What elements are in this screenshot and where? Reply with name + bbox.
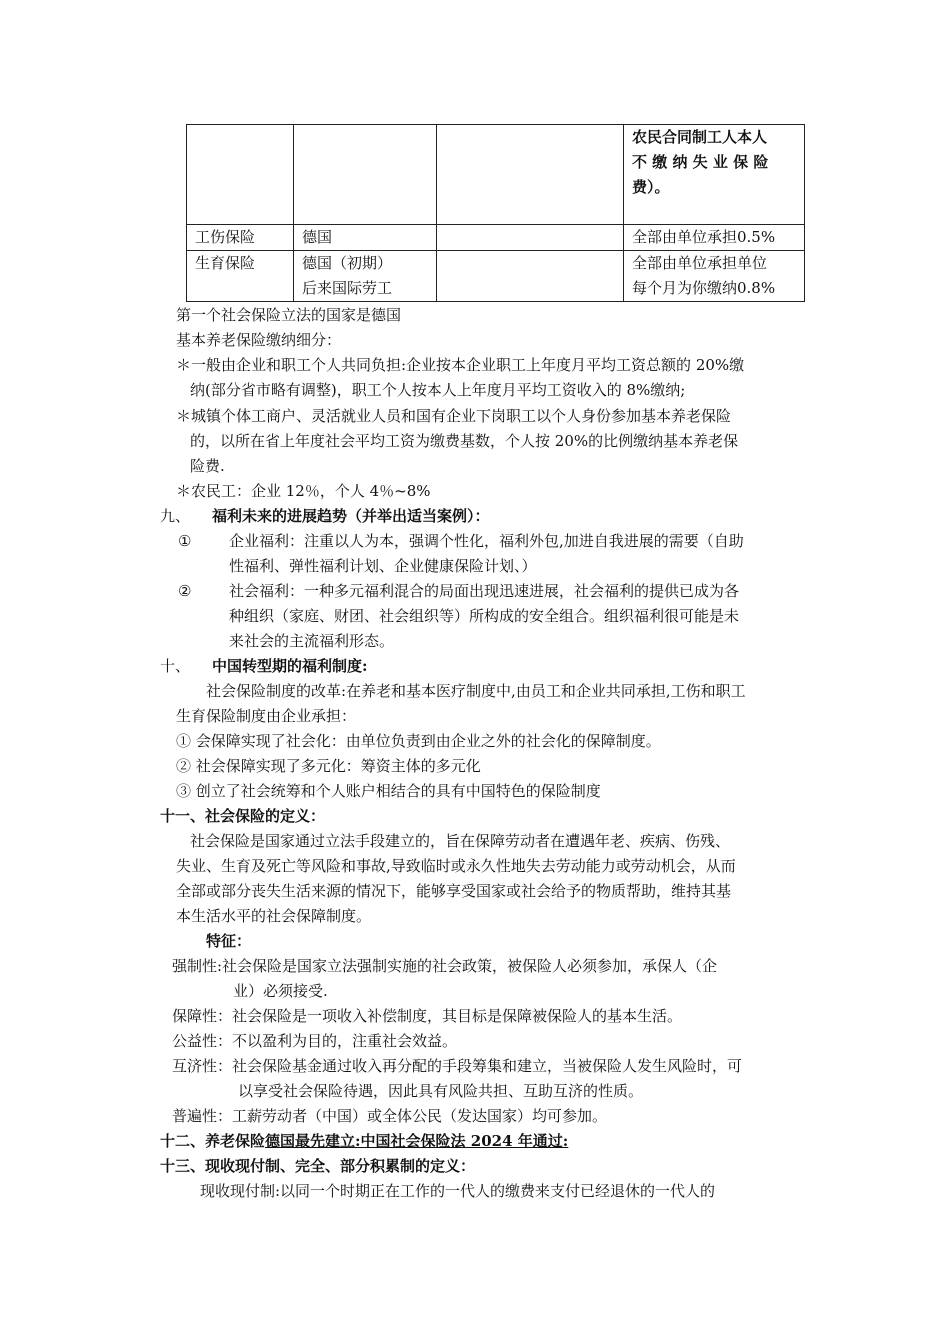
paragraph-line: 本生活水平的社会保障制度。: [176, 907, 372, 925]
feature-line: 公益性：不以盈利为目的，注重社会效益。: [172, 1032, 458, 1050]
table-cell: 德国: [294, 225, 437, 251]
paragraph-line: ＊城镇个体工商户、灵活就业人员和国有企业下岗职工以个人身份参加基本养老保险: [176, 407, 732, 425]
section-title: 十二、养老保险德国最先建立:中国社会保险法 2024 年通过:: [160, 1132, 569, 1150]
table-cell: [294, 125, 437, 225]
feature-line: 保障性：社会保险是一项收入补偿制度，其目标是保障被保险人的基本生活。: [172, 1007, 683, 1025]
subheading: 特征：: [206, 932, 252, 950]
table-cell: [437, 225, 624, 251]
paragraph-line: 现收现付制:以同一个时期正在工作的一代人的缴费来支付已经退休的一代人的: [200, 1182, 716, 1200]
list-item: ① 会保障实现了社会化：由单位负责到由企业之外的社会化的保障制度。: [176, 732, 661, 750]
underlined-text: 德国最先建立:中国社会保险法 2024 年通过:: [265, 1132, 569, 1150]
feature-line: 业）必须接受.: [233, 982, 328, 1000]
list-item: 来社会的主流福利形态。: [229, 632, 395, 650]
list-item: 社会福利：一种多元福利混合的局面出现迅速进展，社会福利的提供已成为各: [229, 582, 740, 600]
cell-text: 农民合同制工人本人 不 缴 纳 失 业 保 险 费）。: [632, 128, 769, 196]
feature-line: 互济性：社会保险基金通过收入再分配的手段筹集和建立，当被保险人发生风险时，可: [172, 1057, 743, 1075]
section-title: 十三、现收现付制、完全、部分积累制的定义：: [160, 1157, 476, 1175]
list-item: 性福利、弹性福利计划、企业健康保险计划、）: [229, 557, 537, 575]
table-row: [187, 225, 805, 251]
paragraph-line: 社会保险是国家通过立法手段建立的，旨在保障劳动者在遭遇年老、疾病、伤残、: [190, 832, 731, 850]
table-cell: [187, 125, 294, 225]
table-cell: 全部由单位承担单位 每个月为你缴纳0.8%: [624, 251, 805, 302]
paragraph-line: 的，以所在省上年度社会平均工资为缴费基数，个人按 20%的比例缴纳基本养老保: [190, 432, 739, 450]
list-item: 企业福利：注重以人为本，强调个性化，福利外包,加进自我进展的需要（自助: [229, 532, 744, 550]
paragraph-line: 社会保险制度的改革:在养老和基本医疗制度中,由员工和企业共同承担,工伤和职工: [206, 682, 746, 700]
feature-line: 强制性:社会保险是国家立法强制实施的社会政策，被保险人必须参加，承保人（企: [172, 957, 718, 975]
paragraph-line: 第一个社会保险立法的国家是德国: [176, 306, 402, 324]
feature-line: 以享受社会保险待遇，因此具有风险共担、互助互济的性质。: [238, 1082, 644, 1100]
table-cell: [624, 125, 805, 225]
table-cell: [437, 125, 624, 225]
section-title: 中国转型期的福利制度:: [212, 657, 368, 675]
paragraph-line: 生育保险制度由企业承担：: [176, 707, 357, 725]
table-cell: 德国（初期） 后来国际劳工: [294, 251, 437, 302]
feature-line: 普遍性：工薪劳动者（中国）或全体公民（发达国家）均可参加。: [172, 1107, 608, 1125]
section-number: 九、: [160, 507, 191, 525]
section-number: 十、: [160, 657, 191, 675]
table-cell: 生育保险: [187, 251, 294, 302]
paragraph-line: 基本养老保险缴纳细分：: [176, 331, 342, 349]
paragraph-line: ＊一般由企业和职工个人共同负担:企业按本企业职工上年度月平均工资总额的 20%缴: [176, 356, 745, 374]
section-title: 十一、社会保险的定义：: [160, 807, 326, 825]
paragraph-line: 险费.: [190, 457, 225, 475]
list-item: ③ 创立了社会统筹和个人账户相结合的具有中国特色的保险制度: [176, 782, 601, 800]
list-item: 种组织（家庭、财团、社会组织等）所构成的安全组合。组织福利很可能是未: [229, 607, 740, 625]
paragraph-line: 全部或部分丧失生活来源的情况下，能够享受国家或社会给予的物质帮助，维持其基: [176, 882, 732, 900]
section-title: 福利未来的进展趋势（并举出适当案例）：: [212, 507, 490, 525]
table-cell: 全部由单位承担0.5%: [624, 225, 805, 251]
table-row: [187, 251, 805, 302]
insurance-table: [186, 124, 805, 302]
list-marker: ②: [178, 582, 192, 600]
paragraph-line: ＊农民工：企业 12％，个人 4％~8%: [176, 482, 431, 500]
table-cell: 工伤保险: [187, 225, 294, 251]
paragraph-line: 纳(部分省市略有调整)，职工个人按本人上年度月平均工资收入的 8%缴纳;: [190, 381, 686, 399]
paragraph-line: 失业、生育及死亡等风险和事故,导致临时或永久性地失去劳动能力或劳动机会，从而: [176, 857, 736, 875]
list-marker: ①: [178, 532, 192, 550]
table-row: [187, 125, 805, 225]
list-item: ② 社会保障实现了多元化：筹资主体的多元化: [176, 757, 481, 775]
table-cell: [437, 251, 624, 302]
